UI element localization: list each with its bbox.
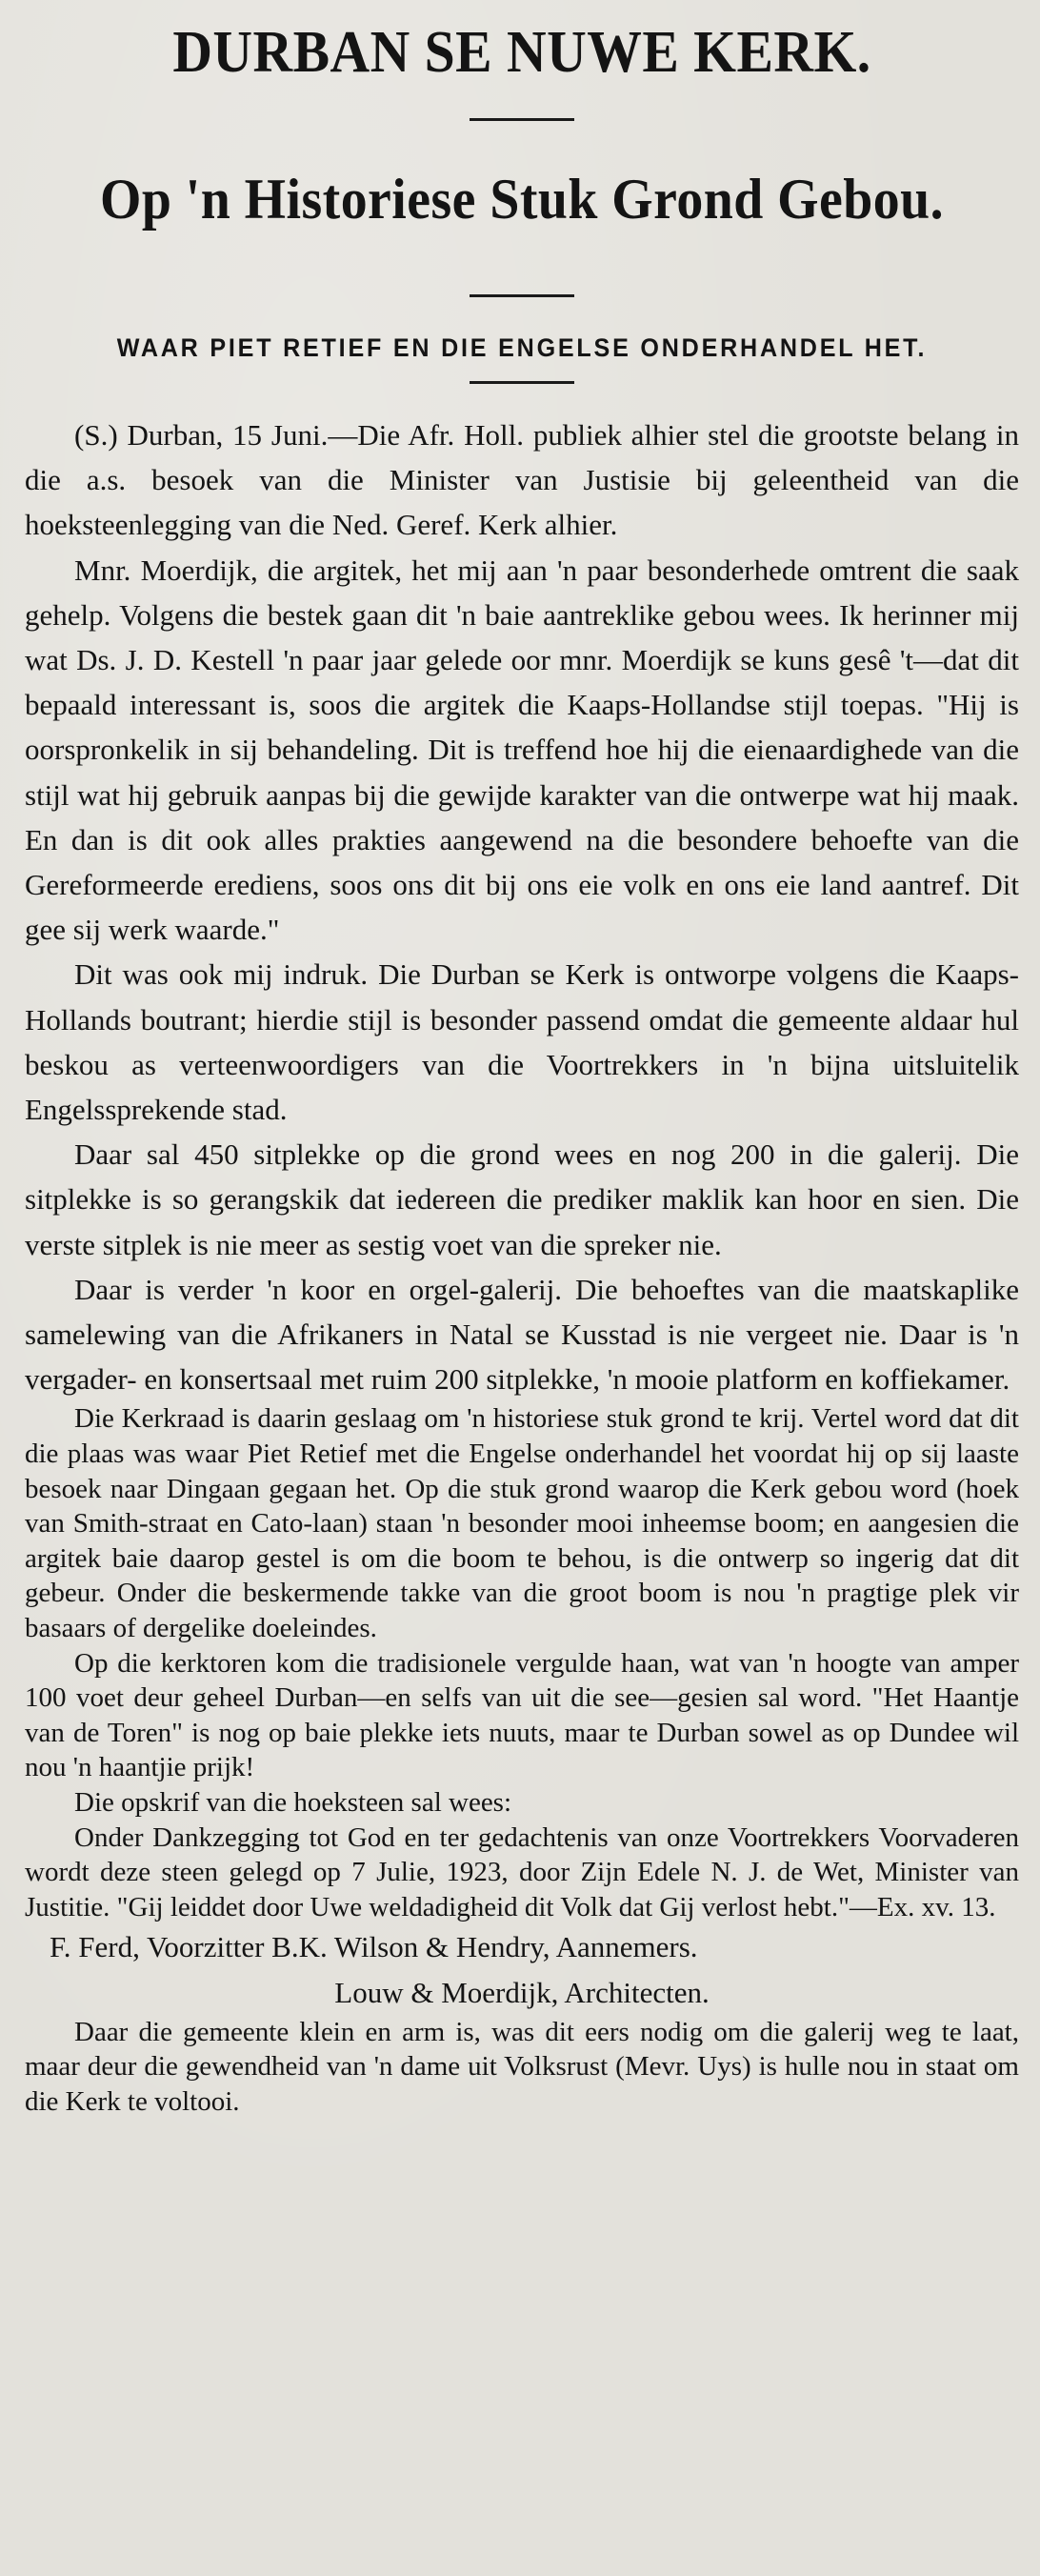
- page-title: DURBAN SE NUWE KERK.: [172, 20, 871, 85]
- paragraph-dateline: (S.) Durban, 15 Juni.—Die Afr. Holl. publiek alhier stel die grootste belang in die a.s. besoek van die Minister van Justisie bij geleentheid van die hoeksteenlegging van die Ned. Geref. Kerk alhier.: [25, 418, 1019, 542]
- paragraph-choir: Daar is verder 'n koor en orgel-galerij. Die behoeftes van die maatskaplike samelewing van die Afrikaners in Natal se Kusstad is nie vergeet nie. Daar is 'n vergader- en konsertsaal met ruim 200 sitplekke, 'n mooie platform en koffiekamer.: [25, 1272, 1019, 1397]
- subtitle: Op 'n Historiese Stuk Grond Gebou.: [99, 168, 945, 231]
- paragraph-inscription-intro: Die opskrif van die hoeksteen sal wees:: [74, 1787, 512, 1818]
- paragraph-style: Dit was ook mij indruk. Die Durban se Kerk is ontworpe volgens die Kaaps-Hollands boutrant; hierdie stijl is besonder passend omdat die gemeente aldaar hul beskou as verteenwoordigers van die Voortrekkers in 'n bijna uitsluitelik Engelssprekende stad.: [25, 957, 1019, 1127]
- paragraph-tower: Op die kerktoren kom die tradisionele vergulde haan, wat van 'n hoogte van amper 100 voet deur geheel Durban—en selfs van uit die see—gesien sal word. "Het Haantje van de Toren" is nog op baie plekke iets nuuts, maar te Durban sowel as op Dundee wil nou 'n haantjie prijk!: [25, 1647, 1019, 1783]
- subheading: WAAR PIET RETIEF EN DIE ENGELSE ONDERHANDEL HET.: [116, 333, 928, 362]
- paragraph-seating: Daar sal 450 sitplekke op die grond wees en nog 200 in die galerij. Die sitplekke is so gerangskik dat iedereen die prediker maklik kan hoor en sien. Die verste sitplek is nie meer as sestig voet van die spreker nie.: [25, 1137, 1019, 1261]
- divider-rule: [470, 118, 574, 121]
- divider-rule: [470, 294, 574, 297]
- paragraph-architect: Mnr. Moerdijk, die argitek, het mij aan 'n paar besonderhede omtrent die saak gehelp. Volgens die bestek gaan dit 'n baie aantreklike gebou wees. Ik herinner mij wat Ds. J. D. Kestell 'n paar jaar gelede oor mnr. Moerdijk se kuns gesê 't—dat dit bepaald interessant is, soos die argitek die Kaaps-Hollandse stijl toepas. "Hij is oorspronkelik in sij behandeling. Dit is treffend hoe hij die eienaardighede van die stijl wat hij gebruik aanpas bij die gewijde karakter van die ontwerpe wat hij maak. En dan is dit ook alles prakties aangewend na die besondere behoefte van die Gereformeerde erediens, soos ons dit bij ons eie volk en ons eie land aantref. Dit gee sij werk waarde.": [25, 553, 1019, 947]
- paragraph-inscription: Onder Dankzegging tot God en ter gedachtenis van onze Voortrekkers Voorvaderen wordt deze steen gelegd op 7 Julie, 1923, door Zijn Edele N. J. de Wet, Minister van Justitie. "Gij leiddet door Uwe weldadigheid dit Volk dat Gij verlost hebt."—Ex. xv. 13.: [25, 1821, 1019, 1922]
- divider-rule: [470, 381, 574, 384]
- signature-line-1: F. Ferd, Voorzitter B.K. Wilson & Hendry, Aannemers.: [50, 1930, 698, 1964]
- article-body: [25, 413, 1019, 2120]
- paragraph-closing: Daar die gemeente klein en arm is, was dit eers nodig om die galerij weg te laat, maar deur die gewendheid van 'n dame uit Volksrust (Mevr. Uys) is hulle nou in staat om die Kerk te voltooi.: [25, 2016, 1019, 2117]
- signature-line-2: Louw & Moerdijk, Architecten.: [334, 1975, 710, 2009]
- paragraph-ground: Die Kerkraad is daarin geslaag om 'n historiese stuk grond te krij. Vertel word dat dit die plaas was waar Piet Retief met die Engelse onderhandel het voordat hij op sij laaste besoek naar Dingaan gegaan het. Op die stuk grond waarop die Kerk gebou word (hoek van Smith-straat en Cato-laan) staan 'n besonder mooi inheemse boom; en aangesien die argitek baie daarop gestel is om die boom te behou, is die ontwerp so ingerig dat dit gebeur. Onder die beskermende takke van die groot boom is nou 'n pragtige plek vir basaars of dergelike doeleindes.: [25, 1403, 1019, 1644]
